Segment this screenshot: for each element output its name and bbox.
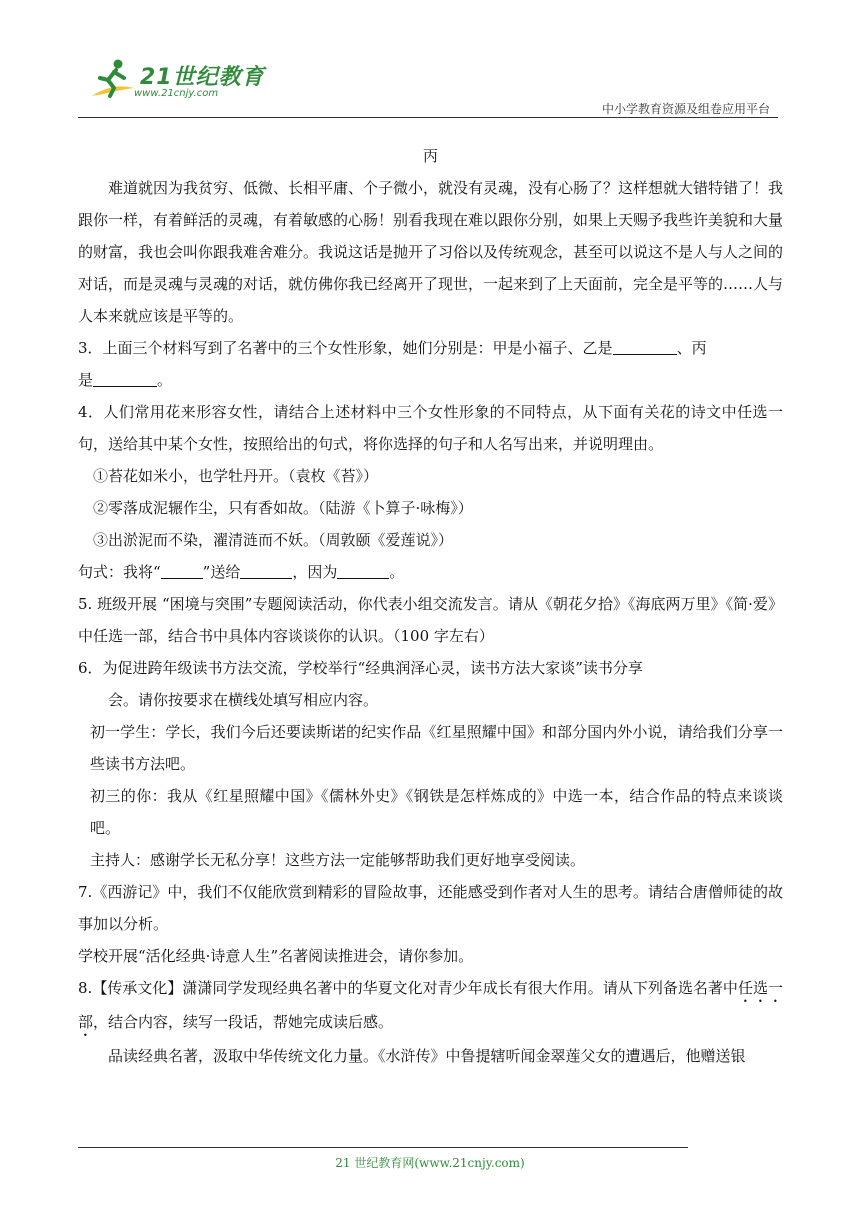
answer-blank[interactable]: [161, 562, 203, 579]
question-8-paragraph: 品读经典名著，汲取中华传统文化力量。《水浒传》中鲁提辖听闻金翠莲父女的遭遇后，他赠送银: [108, 1047, 746, 1065]
question-4: 4．人们常用花来形容女性，请结合上述材料中三个女性形象的不同特点，从下面有关花的诗文中任选一句，送给其中某个女性，按照给出的句式，将你选择的句子和人名写出来，并说明理由。: [78, 403, 783, 453]
question-8: 8.【传承文化】潇潇同学发现经典名著中的华夏文化对青少年成长有很大作用。请从下列备选名著中任选一部，结合内容，续写一段话，帮她完成读后感。: [78, 979, 783, 1031]
footer-divider: [78, 1147, 688, 1148]
page-footer: 21 世纪教育网(www.21cnjy.com): [335, 1156, 525, 1170]
answer-blank[interactable]: [240, 562, 292, 579]
document-body: [78, 140, 783, 1072]
poem-option: ②零落成泥辗作尘，只有香如故。（陆游《卜算子·咏梅》）: [93, 499, 473, 517]
answer-blank[interactable]: [613, 338, 677, 355]
dialogue-senior: 初三的你：我从《红星照耀中国》《儒林外史》《钢铁是怎样炼成的》中选一本，结合作品的特点来谈谈吧。: [90, 787, 783, 837]
answer-blank[interactable]: [93, 370, 157, 387]
sentence-pattern: 句式：我将“ ”送给 ，因为 。: [78, 563, 405, 581]
page-header: [78, 52, 778, 116]
emphasis-text: 任选一部: [78, 979, 783, 1031]
passage-label: 丙: [422, 147, 438, 165]
poem-option: ③出淤泥而不染，濯清涟而不妖。（周敦颐《爱莲说》）: [93, 531, 454, 549]
runner-logo-icon: [88, 58, 136, 100]
dialogue-host: 主持人：感谢学长无私分享！这些方法一定能够帮助我们更好地享受阅读。: [90, 851, 586, 869]
dialogue-junior: 初一学生：学长，我们今后还要读斯诺的纪实作品《红星照耀中国》和部分国内外小说，请给我们分享一些读书方法吧。: [90, 723, 783, 773]
passage-text: 难道就因为我贫穷、低微、长相平庸、个子微小，就没有灵魂，没有心肠了？这样想就大错特错了！我跟你一样，有着鲜活的灵魂，有着敏感的心肠！别看我现在难以跟你分别，如果上天赐予我些许美貌和大量的财富，我也会叫你跟我难舍难分。我说这话是抛开了习俗以及传统观念，甚至可以说这不是人与人之间的对话，而是灵魂与灵魂的对话，就仿佛你我已经离开了现世，一起来到了上天面前，完全是平等的……人与人本来就应该是平等的。: [78, 179, 784, 325]
question-7: 7.《西游记》中，我们不仅能欣赏到精彩的冒险故事，还能感受到作者对人生的思考。请结合唐僧师徒的故事加以分析。: [78, 883, 783, 933]
activity-intro: 学校开展“活化经典·诗意人生”名著阅读推进会，请你参加。: [78, 947, 474, 965]
question-5: 5. 班级开展 “困境与突围”专题阅读活动，你代表小组交流发言。请从《朝花夕拾》《海底两万里》《简·爱》中任选一部，结合书中具体内容谈谈你的认识。（100 字左右）: [78, 595, 783, 645]
question-3: 3．上面三个材料写到了名著中的三个女性形象，她们分别是：甲是小福子、乙是 、丙 是 。: [78, 339, 707, 389]
question-6: 6．为促进跨年级读书方法交流，学校举行“经典润泽心灵，读书方法大家谈”读书分享: [78, 659, 643, 677]
logo-url: www.21cnjy.com: [134, 88, 219, 99]
question-6-continued: 会。请你按要求在横线处填写相应内容。: [108, 691, 379, 709]
platform-title: 中小学教育资源及组卷应用平台: [601, 102, 770, 116]
logo-name: 21世纪教育: [140, 65, 265, 90]
header-divider: [78, 117, 778, 118]
poem-option: ①苔花如米小，也学牡丹开。（袁枚《苔》）: [93, 467, 379, 485]
answer-blank[interactable]: [337, 562, 389, 579]
